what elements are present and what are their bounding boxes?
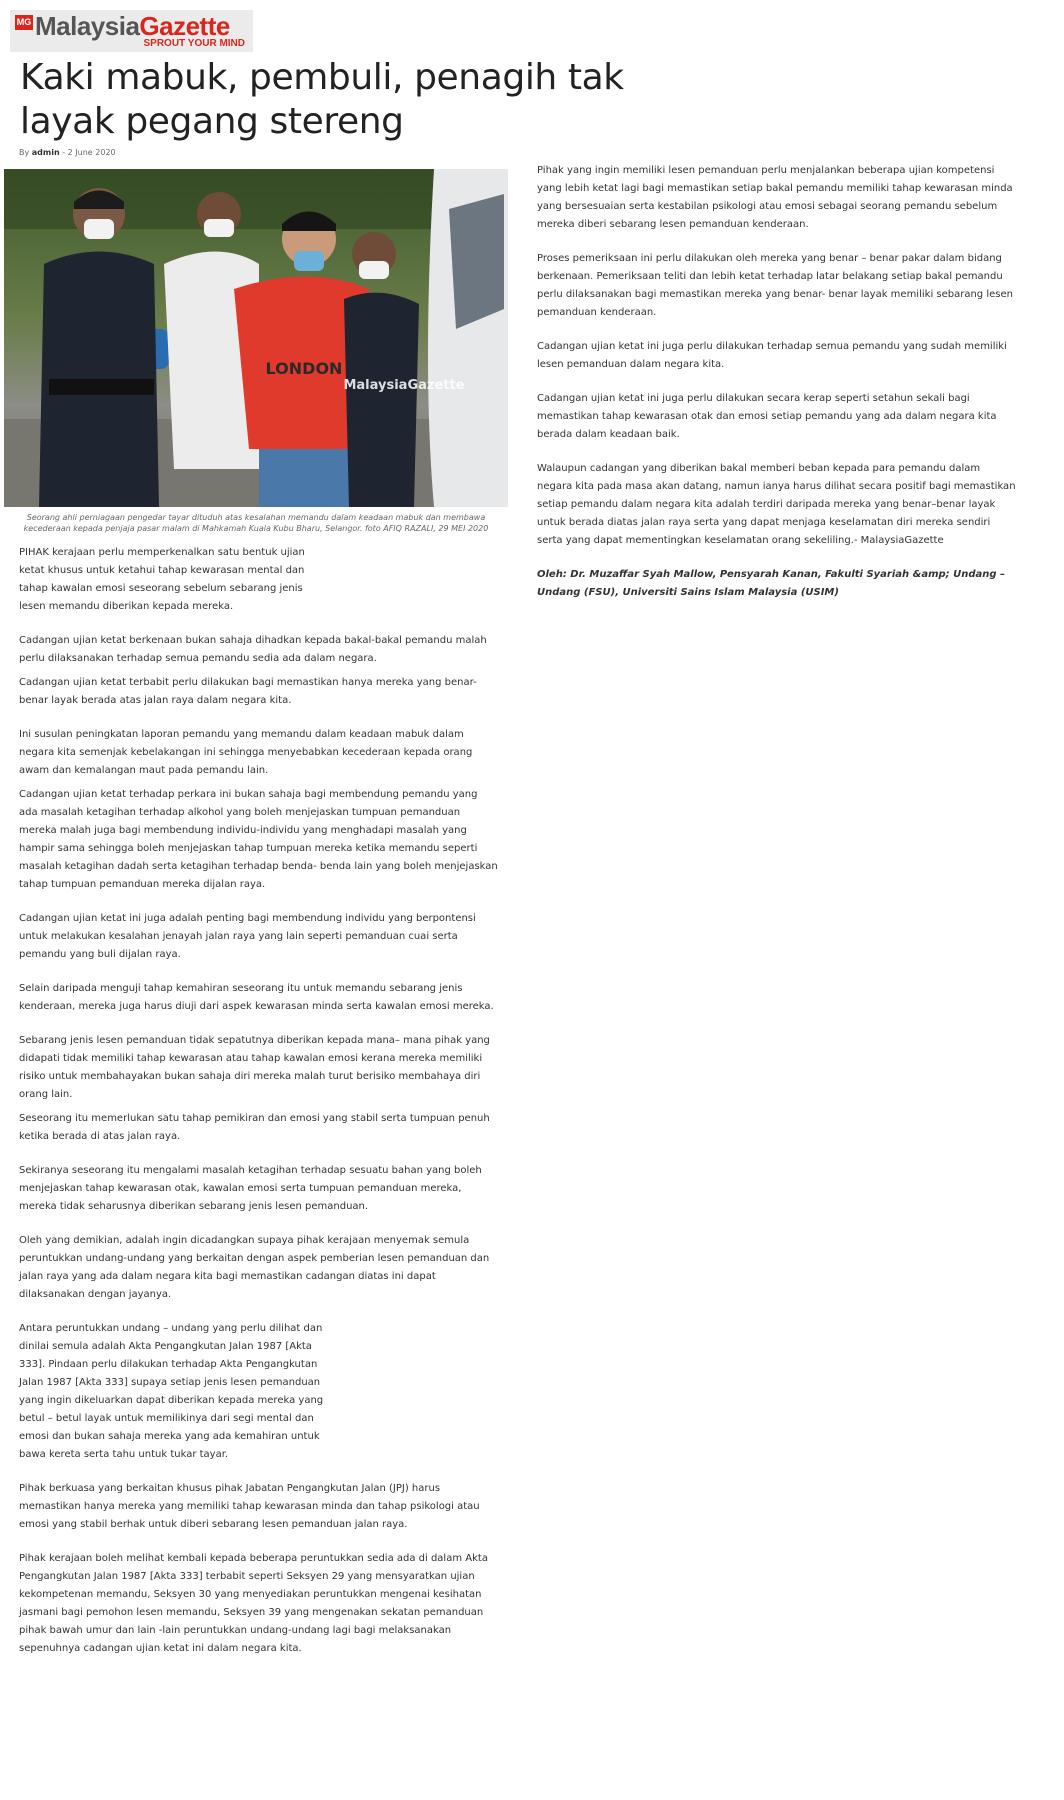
paragraph: Cadangan ujian ketat ini juga perlu dilakukan secara kerap seperti setahun sekali bagi memastikan tahap kewarasan otak dan emosi setiap pemandu yang ada dalam negara kita berada dalam keadaan baik. [537,393,997,440]
paragraph: Pihak berkuasa yang berkaitan khusus pihak Jabatan Pengangkutan Jalan (JPJ) harus memastikan hanya mereka yang memiliki tahap kewarasan minda dan tahap psikologi atau emosi yang stabil berhak untuk diberi sebarang lesen pemanduan jalan raya. [19,1483,480,1530]
byline-prefix: By [19,148,30,157]
paragraph: Cadangan ujian ketat terbabit perlu dilakukan bagi memastikan hanya mereka yang benar-benar layak berada atas jalan raya dalam negara kita. [19,677,477,706]
paragraph: Proses pemeriksaan ini perlu dilakukan oleh mereka yang benar – benar pakar dalam bidang berkenaan. Pemeriksaan teliti dan lebih ketat terhadap latar belakang setiap bakal pemandu perlu dilaksanakan bagi memastikan mereka yang benar- benar layak memiliki sebarang lesen pemanduan kenderaan. [537,253,1013,318]
logo-mark: MG [15,15,33,30]
logo-name-part2: Gazette [139,11,230,41]
article-title: Kaki mabuk, pembuli, penagih tak layak pegang stereng [20,57,624,142]
author-link[interactable]: admin [31,148,60,157]
article-body-right [537,162,1017,602]
paragraph: Pihak yang ingin memiliki lesen pemanduan perlu menjalankan beberapa ujian kompetensi yang lebih ketat lagi bagi memastikan setiap bakal pemandu memiliki tahap kewarasan minda yang bersesuaian serta kestabilan psikologi atau emosi sebagai seorang pemandu sebelum mereka diberi sebarang lesen pemanduan kenderaan. [537,165,1013,230]
paragraph: PIHAK kerajaan perlu memperkenalkan satu bentuk ujian ketat khusus untuk ketahui tahap kewarasan mental dan tahap kawalan emosi seseorang sebelum sebarang jenis lesen memandu diberikan kepada mereka. [19,547,305,612]
paragraph: Antara peruntukkan undang – undang yang perlu dilihat dan dinilai semula adalah Akta Pengangkutan Jalan 1987 [Akta 333]. Pindaan perlu dilakukan terhadap Akta Pengangkutan Jalan 1987 [Akta 333] supaya setiap jenis lesen pemanduan yang ingin dikeluarkan dapat diberikan kepada mereka yang betul – betul layak untuk memilikinya dari segi mental dan emosi dan bukan sahaja mereka yang ada kemahiran untuk bawa kereta serta tahu untuk tukar tayar. [19,1323,324,1460]
logo-tagline: SPROUT YOUR MIND [143,38,245,49]
svg-text:LONDON: LONDON [265,359,343,378]
article-body-left [19,544,499,1658]
byline [19,148,116,157]
paragraph: Ini susulan peningkatan laporan pemandu yang memandu dalam keadaan mabuk dalam negara kita semenjak kebelakangan ini sehingga menyebabkan kecederaan kepada orang awam dan kemalangan maut pada pemandu lain. [19,729,473,776]
byline-separator: - [62,148,66,157]
photo-watermark: MalaysiaGazette [343,378,465,393]
paragraph: Seseorang itu memerlukan satu tahap pemikiran dan emosi yang stabil serta tumpuan penuh ketika berada di atas jalan raya. [19,1113,490,1142]
site-logo[interactable] [10,10,253,52]
paragraph: Pihak kerajaan boleh melihat kembali kepada beberapa peruntukkan sedia ada di dalam Akta Pengangkutan Jalan 1987 [Akta 333] terbabit seperti Seksyen 29 yang mensyaratkan ujian kekompetenan memandu, Seksyen 30 yang menyediakan peruntukkan mengenai kesihatan jasmani bagi pemohon lesen memandu, Seksyen 39 yang mengenakan sekatan pemanduan pihak bawah umur dan lain -lain peruntukkan undang-undang lagi bagi melaksanakan sepenuhnya cadangan ujian ketat ini dalam negara kita. [19,1553,488,1654]
paragraph: Cadangan ujian ketat berkenaan bukan sahaja dihadkan kepada bakal-bakal pemandu malah perlu dilaksanakan terhadap semua pemandu sedia ada dalam negara. [19,635,487,664]
publish-date: 2 June 2020 [67,148,116,157]
paragraph: Oleh yang demikian, adalah ingin dicadangkan supaya pihak kerajaan menyemak semula peruntukkan undang-undang yang berkaitan dengan aspek pemberian lesen pemanduan dan jalan raya yang ada dalam negara kita bagi memastikan cadangan diatas ini dapat dilaksanakan dengan jayanya. [19,1235,490,1300]
paragraph: Cadangan ujian ketat terhadap perkara ini bukan sahaja bagi membendung pemandu yang ada masalah ketagihan terhadap alkohol yang boleh menjejaskan tumpuan pemanduan mereka malah juga bagi membendung individu-individu yang menghadapi masalah yang hampir sama sehingga boleh menjejaskan tahap tumpuan mereka ketika memandu seperti masalah ketagihan dadah serta ketagihan terhadap benda- benda lain yang boleh menjejaskan tahap tumpuan pemanduan mereka dijalan raya. [19,789,498,890]
author-signature: Oleh: Dr. Muzaffar Syah Mallow, Pensyarah Kanan, Fakulti Syariah &amp; Undang – Undang (FSU), Universiti Sains Islam Malaysia (USIM) [537,569,1006,598]
paragraph: Walaupun cadangan yang diberikan bakal memberi beban kepada para pemandu dalam negara kita pada masa akan datang, namun ianya harus dilihat secara positif bagi memastikan setiap pemandu dalam negara kita adalah terdiri daripada mereka yang benar–benar layak untuk berada diatas jalan raya serta yang dapat menjaga keselamatan diri mereka sendiri serta yang dapat mementingkan keselamatan orang sekeliling.- MalaysiaGazette [537,463,1016,546]
paragraph: Cadangan ujian ketat ini juga perlu dilakukan terhadap semua pemandu yang sudah memiliki lesen pemanduan dalam negara kita. [537,341,1007,370]
paragraph: Sebarang jenis lesen pemanduan tidak sepatutnya diberikan kepada mana– mana pihak yang didapati tidak memiliki tahap kewarasan atau tahap kawalan emosi kerana mereka memiliki risiko untuk membahayakan bukan sahaja diri mereka malah turut berisiko membahaya diri orang lain. [19,1035,490,1100]
paragraph: Selain daripada menguji tahap kemahiran seseorang itu untuk memandu sebarang jenis kenderaan, mereka juga harus diuji dari aspek kewarasan minda serta kawalan emosi mereka. [19,983,494,1012]
featured-photo [4,169,508,507]
paragraph: Sekiranya seseorang itu mengalami masalah ketagihan terhadap sesuatu bahan yang boleh menjejaskan tahap kewarasan otak, kawalan emosi serta tumpuan pemanduan mereka, mereka tidak seharusnya diberikan sebarang jenis lesen pemanduan. [19,1165,482,1212]
logo-name-part1: Malaysia [35,11,140,41]
paragraph: Cadangan ujian ketat ini juga adalah penting bagi membendung individu yang berpontensi untuk melakukan kesalahan jenayah jalan raya yang lain seperti pemanduan cuai serta pemandu yang buli dijalan raya. [19,913,476,960]
photo-caption: Seorang ahli perniagaan pengedar tayar dituduh atas kesalahan memandu dalam keadaan mabuk dan membawa kecederaan kepada penjaja pasar malam di Mahkamah Kuala Kubu Bharu, Selangor. foto AFIQ RAZALI, 29 MEI 2020 [23,513,489,533]
